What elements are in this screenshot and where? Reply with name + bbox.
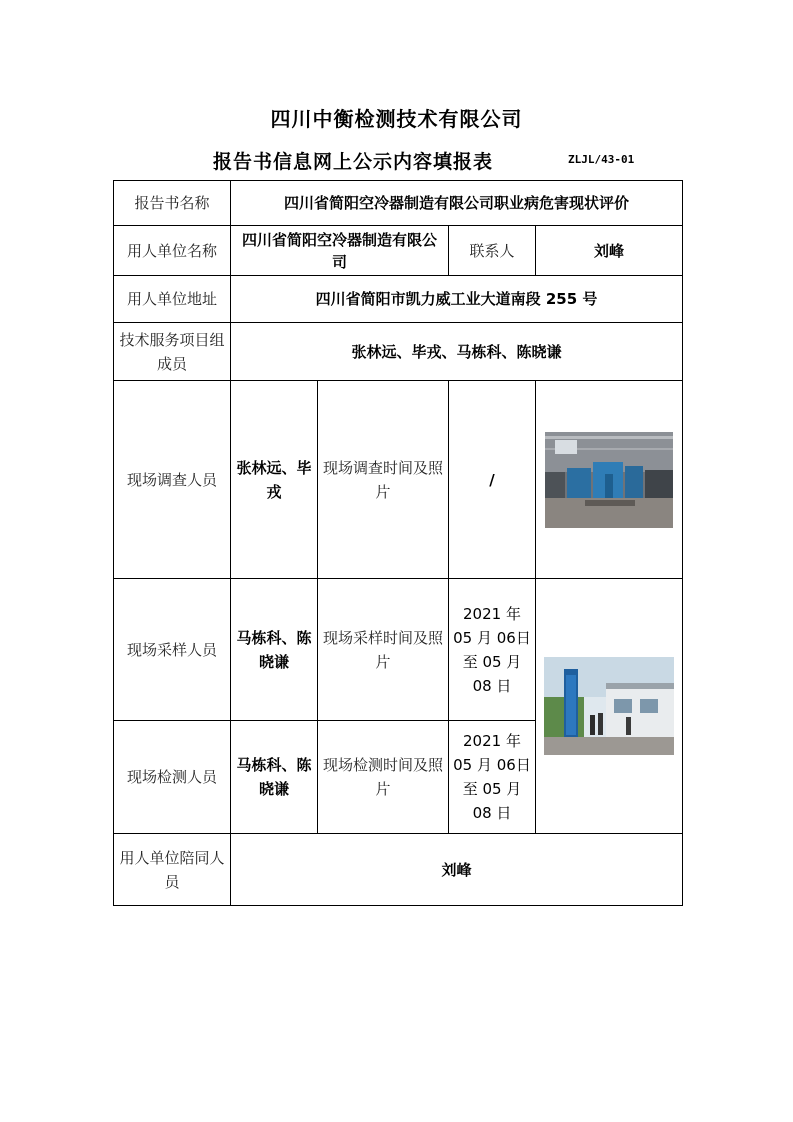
accompany-value: 刘峰 — [231, 834, 683, 906]
report-table — [113, 180, 683, 906]
sampling-staff-label: 现场采样人员 — [114, 579, 231, 721]
accompany-label: 用人单位陪同人员 — [114, 834, 231, 906]
unit-address-value: 四川省简阳市凯力威工业大道南段 255 号 — [231, 276, 683, 323]
row-accompany — [114, 834, 683, 906]
team-label: 技术服务项目组成员 — [114, 323, 231, 381]
contact-value: 刘峰 — [536, 226, 683, 276]
row-unit — [114, 226, 683, 276]
row-survey — [114, 381, 683, 579]
unit-name-value: 四川省简阳空冷器制造有限公司 — [231, 226, 449, 276]
form-code: ZLJL/43-01 — [568, 153, 635, 166]
team-value: 张林远、毕戎、马栋科、陈晓谦 — [231, 323, 683, 381]
unit-address-label: 用人单位地址 — [114, 276, 231, 323]
row-team — [114, 323, 683, 381]
report-name-value: 四川省简阳空冷器制造有限公司职业病危害现状评价 — [231, 181, 683, 226]
survey-time-label: 现场调查时间及照片 — [318, 381, 449, 579]
factory-workshop-photo — [545, 432, 673, 528]
survey-staff-label: 现场调查人员 — [114, 381, 231, 579]
survey-time-value: / — [449, 381, 536, 579]
site-photo-cell — [536, 579, 683, 834]
company-name: 四川中衡检测技术有限公司 — [270, 107, 523, 131]
survey-staff-value: 张林远、毕戎 — [231, 381, 318, 579]
testing-time-label: 现场检测时间及照片 — [318, 721, 449, 834]
row-sampling — [114, 579, 683, 721]
sampling-time-label: 现场采样时间及照片 — [318, 579, 449, 721]
testing-staff-label: 现场检测人员 — [114, 721, 231, 834]
testing-staff-value: 马栋科、陈晓谦 — [231, 721, 318, 834]
sampling-staff-value: 马栋科、陈晓谦 — [231, 579, 318, 721]
company-gate-photo — [544, 657, 674, 755]
row-address — [114, 276, 683, 323]
sampling-time-value: 2021 年 05 月 06日至 05 月 08 日 — [449, 579, 536, 721]
survey-photo-cell — [536, 381, 683, 579]
contact-label: 联系人 — [449, 226, 536, 276]
row-report-name — [114, 181, 683, 226]
testing-time-value: 2021 年 05 月 06日至 05 月 08 日 — [449, 721, 536, 834]
form-title: 报告书信息网上公示内容填报表 — [213, 151, 494, 173]
unit-name-label: 用人单位名称 — [114, 226, 231, 276]
report-name-label: 报告书名称 — [114, 181, 231, 226]
